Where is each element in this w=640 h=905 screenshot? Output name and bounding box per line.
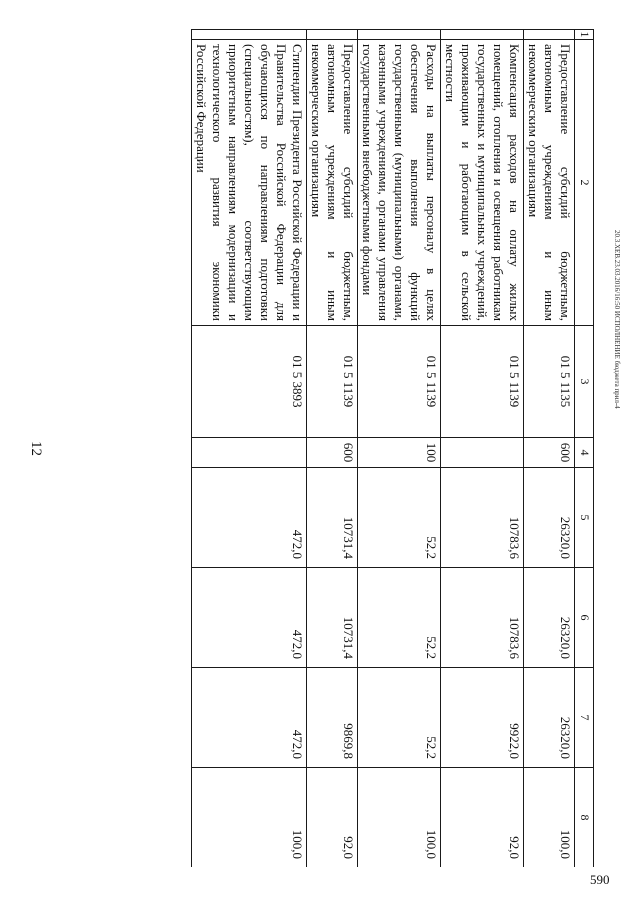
row-col-7: 9922,0: [441, 668, 524, 768]
sheet-number: 590: [590, 872, 610, 887]
table-row: [441, 30, 524, 868]
row-code: 01 5 1139: [441, 326, 524, 438]
row-col-5: 10731,4: [307, 468, 358, 568]
row-col-7: 9869,8: [307, 668, 358, 768]
row-col-8: 100,0: [358, 768, 441, 868]
row-col-5: 26320,0: [524, 468, 575, 568]
row-col-8: 100,0: [192, 768, 307, 868]
header-row: [575, 30, 594, 868]
row-col-5: 52,2: [358, 468, 441, 568]
row-code: 01 5 3893: [192, 326, 307, 438]
row-name: Стипендии Президента Российской Федерации и Правительства Российской Федерации для обучающихся по направлениям подготовки (специальностям), соответствующим приоритетным направлениям модернизации и технологического развития экономики Российской Федерации: [192, 40, 307, 326]
header-col-7: 7: [575, 668, 594, 768]
row-kind: [192, 438, 307, 468]
row-col-6: 52,2: [358, 568, 441, 668]
row-kind: 100: [358, 438, 441, 468]
row-col-5: 10783,6: [441, 468, 524, 568]
row-col-6: 26320,0: [524, 568, 575, 668]
row-col-6: 10731,4: [307, 568, 358, 668]
row-col-7: 26320,0: [524, 668, 575, 768]
row-name: Расходы на выплаты персоналу в целях обеспечения выполнения функций государственными (муниципальными) органами, казенными учреждениями, органами управления государственными внебюджетными фондами: [358, 40, 441, 326]
row-code: 01 5 1139: [307, 326, 358, 438]
row-code: 01 5 1135: [524, 326, 575, 438]
row-code: 01 5 1139: [358, 326, 441, 438]
row-col-7: 472,0: [192, 668, 307, 768]
table-row: [192, 30, 307, 868]
row-col-1: [192, 30, 307, 40]
header-col-6: 6: [575, 568, 594, 668]
row-name: Предоставление субсидий бюджетным, автономным учреждениям и иным некоммерческим организациям: [307, 40, 358, 326]
budget-table-rotated: [94, 29, 594, 867]
row-col-8: 100,0: [524, 768, 575, 868]
row-kind: 600: [307, 438, 358, 468]
header-col-5: 5: [575, 468, 594, 568]
row-kind: [441, 438, 524, 468]
header-col-2: 2: [575, 40, 594, 326]
row-col-1: [441, 30, 524, 40]
row-col-7: 52,2: [358, 668, 441, 768]
header-col-4: 4: [575, 438, 594, 468]
row-kind: 600: [524, 438, 575, 468]
page-number: 12: [28, 441, 44, 456]
row-col-1: [307, 30, 358, 40]
row-col-1: [524, 30, 575, 40]
row-col-6: 472,0: [192, 568, 307, 668]
row-col-8: 92,0: [441, 768, 524, 868]
row-col-8: 92,0: [307, 768, 358, 868]
row-name: Компенсация расходов на оплату жилых помещений, отопления и освещения работникам государственных и муниципальных учреждений, проживающим и работающим в сельской местности: [441, 40, 524, 326]
table-row: [307, 30, 358, 868]
budget-table: [191, 29, 594, 867]
row-col-6: 10783,6: [441, 568, 524, 668]
header-col-8: 8: [575, 768, 594, 868]
budget-table-frame: [94, 29, 594, 867]
table-row: [524, 30, 575, 868]
row-col-1: [358, 30, 441, 40]
table-row: [358, 30, 441, 868]
header-col-1: 1: [575, 30, 594, 40]
row-name: Предоставление субсидий бюджетным, автономным учреждениям и иным некоммерческим организациям: [524, 40, 575, 326]
header-col-3: 3: [575, 326, 594, 438]
row-col-5: 472,0: [192, 468, 307, 568]
footer-code: 20.3.XEB.23.03.2016/16:50 ИСПОЛНЕНИЕ бюджета прил-4: [613, 230, 621, 409]
